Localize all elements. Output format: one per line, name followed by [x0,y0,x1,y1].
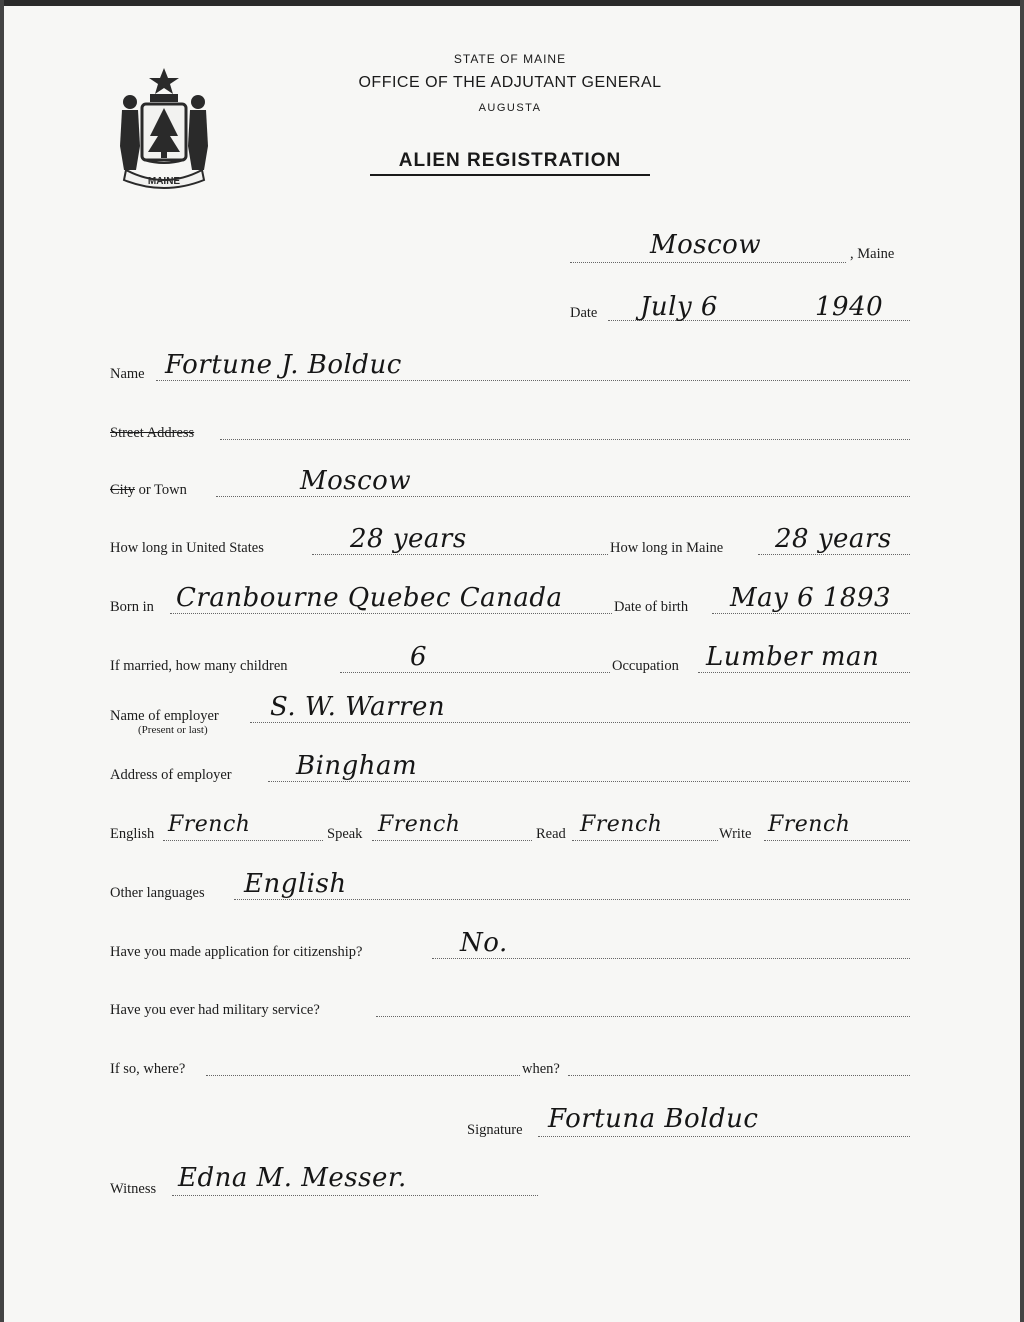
citizenship-line [432,958,910,959]
write-line [764,840,910,841]
where-label: If so, where? [110,1061,186,1077]
witness-line [172,1195,538,1196]
name-label: Name [110,366,145,382]
maine-state-seal-icon [108,66,220,192]
other-languages-label: Other languages [110,885,205,901]
street-address-label: Street Address [110,425,195,441]
occupation-value: Lumber man [706,642,880,672]
place-line [570,262,846,263]
signature-label: Signature [467,1122,523,1138]
read-label: Read [536,826,566,842]
speak-label: Speak [327,826,363,842]
born-in-line [170,613,612,614]
employer-label: Name of employer [110,708,219,724]
header-office: OFFICE OF THE ADJUTANT GENERAL [358,74,662,91]
how-long-us-line [312,554,608,555]
children-value: 6 [410,642,428,672]
name-line [156,380,910,381]
when-line [568,1075,910,1076]
scan-border-top [0,0,1024,6]
date-year: 1940 [815,292,884,322]
born-in-value: Cranbourne Quebec Canada [176,583,563,613]
scan-border-right [1020,0,1024,1322]
employer-value: S. W. Warren [270,692,446,722]
how-long-us-label: How long in United States [110,540,264,556]
date-month-day: July 6 [640,292,718,322]
other-languages-value: English [244,869,347,899]
place-value: Moscow [650,230,762,260]
place-suffix: , Maine [850,246,895,262]
city-or-town-label [110,482,187,499]
city-struck-label: City [110,482,135,498]
born-in-label: Born in [110,599,154,615]
occupation-line [698,672,910,673]
form-title: ALIEN REGISTRATION [398,150,622,171]
citizenship-label: Have you made application for citizenship? [110,944,363,960]
other-languages-line [234,899,910,900]
employer-address-line [268,781,910,782]
date-of-birth-line [712,613,910,614]
city-line [216,496,910,497]
english-line [163,840,323,841]
speak-value: French [378,812,461,837]
signature-line [538,1136,910,1137]
scan-border-left [0,0,4,1322]
date-of-birth-value: May 6 1893 [730,583,892,613]
write-value: French [768,812,851,837]
occupation-label: Occupation [612,658,679,674]
date-label: Date [570,305,598,321]
read-value: French [580,812,663,837]
children-label: If married, how many children [110,658,288,674]
when-label: when? [522,1061,560,1077]
how-long-maine-line [758,554,910,555]
header-city: AUGUSTA [478,102,542,114]
signature-value: Fortuna Bolduc [548,1104,759,1134]
write-label: Write [719,826,752,842]
citizenship-value: No. [460,928,508,958]
where-line [206,1075,520,1076]
how-long-maine-label: How long in Maine [610,540,724,556]
street-address-line [220,439,910,440]
children-line [340,672,610,673]
military-line [376,1016,910,1017]
date-of-birth-label: Date of birth [614,599,689,615]
city-value: Moscow [300,466,412,496]
witness-label: Witness [110,1181,157,1197]
town-label: or Town [134,482,187,498]
employer-address-value: Bingham [296,751,418,781]
title-underline [370,174,650,176]
seal-text: MAINE [147,176,181,187]
how-long-maine-value: 28 years [775,524,892,554]
name-value: Fortune J. Bolduc [165,350,402,380]
header-state: STATE OF MAINE [453,52,567,66]
employer-sublabel: (Present or last) [138,724,208,736]
employer-address-label: Address of employer [110,767,232,783]
employer-line [250,722,910,723]
how-long-us-value: 28 years [350,524,467,554]
witness-value: Edna M. Messer. [178,1163,407,1193]
read-line [572,840,718,841]
speak-line [372,840,532,841]
english-label: English [110,826,155,842]
military-label: Have you ever had military service? [110,1002,320,1018]
english-value: French [168,812,251,837]
